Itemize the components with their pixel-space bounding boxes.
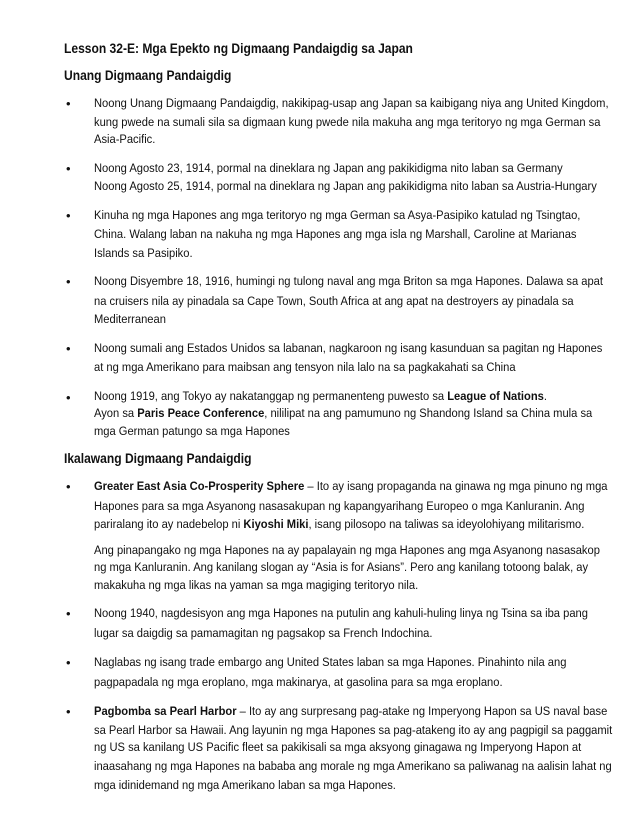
lesson-title: Lesson 32-E: Mga Epekto ng Digmaang Pandaigdig sa Japan [64,41,413,56]
greater-east-asia-term: Greater East Asia Co-Prosperity Sphere [94,479,305,493]
bullet-icon: • [66,479,71,494]
item-text-line: kung pwede na sumali sila sa digmaan kung pwede nila makuha ang mga teritoryo ng mga German sa [94,114,601,129]
item-text-line: Naglabas ng isang trade embargo ang United States laban sa mga Hapones. Pinahinto nila ang [94,655,567,669]
item-text-line: ng US sa kanilang US Pacific fleet sa pakikisali sa mga aksyong ginagawa ng Imperyong Hapon at [94,740,582,754]
list-item [64,604,588,643]
list-item [64,206,581,263]
item-text-line: Noong 1940, nagdesisyon ang mga Hapones na putulin ang kahuli-huling linya ng Tsina sa iba pang [94,606,588,620]
league-of-nations-term: League of Nations [447,388,544,403]
list-item [64,272,603,329]
document-page [64,40,613,806]
list-item [64,477,608,594]
item-text: Ayon sa [94,406,138,420]
item-text: . [543,388,547,403]
item-text-line: Ang pinapangako ng mga Hapones na ay papalayain ng mga Hapones ang mga Asyanong nasasakop [94,542,600,557]
item-text-line: lugar sa daigdig sa pamamagitan ng pagsakop sa French Indochina. [94,625,433,640]
item-text: pariralang ito ay nadebelop ni [94,517,244,531]
item-text-line: Noong Agosto 23, 1914, pormal na dineklara ng Japan ang pakikidigma nito laban sa Germany [94,160,563,175]
list-item [64,94,609,149]
item-text-line: at ng mga Amerikano para maibsan ang tensyon nila lalo na sa pagkakahati sa China [94,360,516,374]
item-text-line: sa Pearl Harbor sa Hawaii. Ang layunin ng mga Hapones sa pag-atakeng ito ay ang pagpigil sa paggamit [94,722,613,737]
bullet-icon: • [66,160,71,176]
list-item [64,388,593,441]
item-text: , nililipat na ang pamumuno ng Shandong Island sa China mula sa [264,406,593,420]
item-text-line: Noong Agosto 25, 1914, pormal na dineklara ng Japan ang pakikidigma nito laban sa Austria-Hungary [94,179,597,193]
item-text: – Ito ay isang propaganda na ginawa ng mga pinuno ng mga [304,479,608,493]
item-text-line: makakuha ng mga likas na yaman sa mga magiging teritoryo nila. [94,577,419,592]
bullet-icon: • [66,274,71,289]
item-text-line: Kinuha ng mga Hapones ang mga teritoryo ng mga German sa Asya-Pasipiko katulad ng Tsingtao, [94,207,581,222]
pearl-harbor-term: Pagbomba sa Pearl Harbor [94,704,237,718]
item-text-line: mga German patungo sa mga Hapones [94,423,290,438]
item-text-line: pagpapadala ng mga eroplano, mga makinarya, at gasolina para sa mga eroplano. [94,674,503,689]
item-text-line: mga idinidemand ng mga Amerikano laban sa mga Hapones. [94,778,396,792]
kiyoshi-miki-term: Kiyoshi Miki [243,517,309,531]
list-item [64,702,613,796]
item-text-line: ng mga Kanluranin. Ang kanilang slogan ay “Asia is for Asians”. Pero ang kanilang totoong balak, ay [94,560,589,574]
bullet-icon: • [66,704,71,719]
list-item [64,159,597,196]
item-text-line: Noong Unang Digmaang Pandaigdig, nakikipag-usap ang Japan sa kaibigang niya ang United Kingdom, [94,96,609,110]
list-item [64,339,603,378]
item-text-line: Mediterranean [94,312,166,326]
item-text-line: Islands sa Pasipiko. [94,245,193,260]
item-text-line: China. Walang laban na nakuha ng mga Hapones ang mga isla ng Marshall, Caroline at Marianas [94,227,577,241]
bullet-icon: • [66,389,71,405]
item-text-line: Noong sumali ang Estados Unidos sa labanan, nagkaroon ng isang kasunduan sa pagitan ng Hapones [94,340,603,355]
item-paragraph [94,542,600,595]
item-text-line: na cruisers nila ay pinadala sa Cape Town, South Africa at ang apat na destroyers ay pinadala sa [94,293,574,308]
item-text: , isang pilosopo na taliwas sa ideyolohiyang militarismo. [308,517,585,531]
section-heading-ww1: Unang Digmaang Pandaigdig [64,68,232,83]
bullet-icon: • [66,96,71,111]
section-heading-ww2: Ikalawang Digmaang Pandaigdig [64,451,252,466]
item-text: Noong 1919, ang Tokyo ay nakatanggap ng permanenteng puwesto sa [94,388,448,403]
item-text-line: inaasahang ng mga Hapones na bababa ang morale ng mga Amerikano sa paliwanag na aalisin lahat ng [94,758,612,773]
bullet-icon: • [66,655,71,670]
bullet-icon: • [66,207,71,223]
bullet-icon: • [66,606,71,621]
list-item [64,653,576,692]
item-text-line: Noong Disyembre 18, 1916, humingi ng tulong naval ang mga Briton sa mga Hapones. Dalawa sa apat [94,274,603,288]
item-text-line: Asia-Pacific. [94,132,156,146]
bullet-icon: • [66,340,71,356]
item-text-line: Hapones para sa mga Asyanong nasasakupan ng kapangyarihang Europeo o mga Kanluranin. Ang [94,498,585,513]
item-text: – Ito ay ang surpresang pag-atake ng Imperyong Hapon sa US naval base [236,704,608,718]
paris-peace-conference-term: Paris Peace Conference [137,406,265,420]
